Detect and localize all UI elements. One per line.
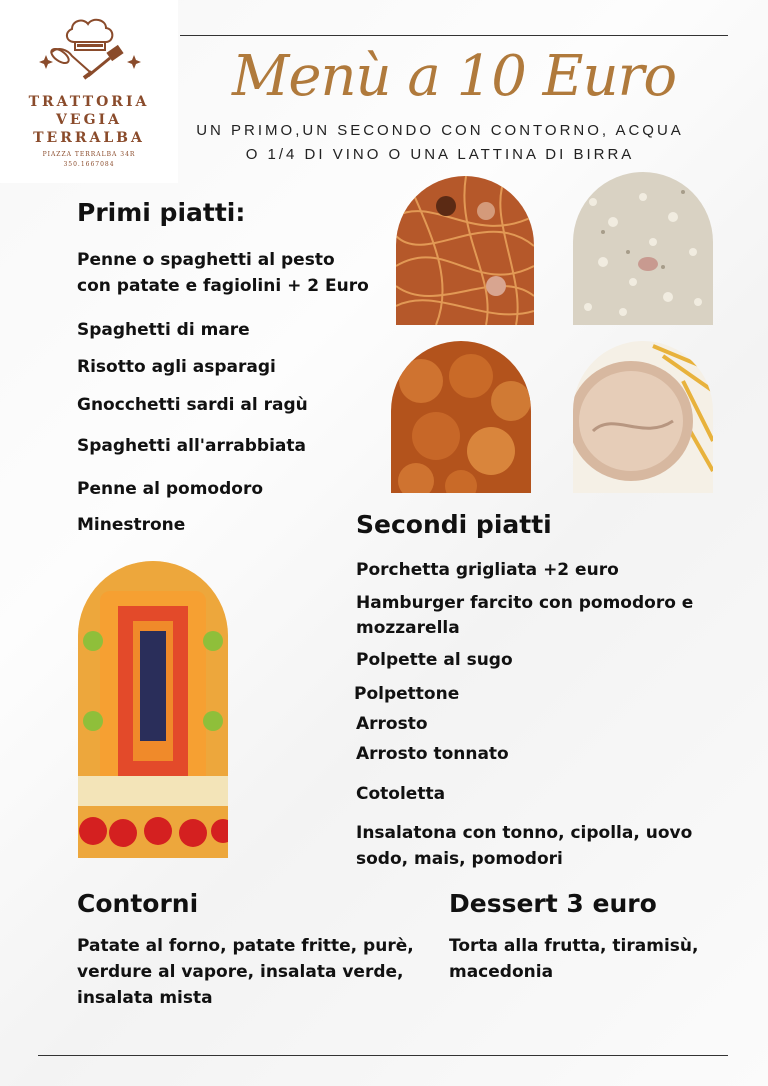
contorni-line: insalata mista	[77, 988, 213, 1008]
restaurant-logo	[0, 0, 178, 183]
fruit-tart-photo	[78, 561, 228, 858]
meatballs-photo	[391, 341, 531, 493]
secondi-item: Arrosto	[356, 714, 428, 734]
secondi-heading: Secondi piatti	[356, 510, 552, 539]
secondi-item: Porchetta grigliata +2 euro	[356, 560, 619, 580]
dessert-heading: Dessert 3 euro	[449, 889, 657, 918]
subtitle-line2: O 1/4 DI VINO O UNA LATTINA DI BIRRA	[245, 146, 635, 163]
top-divider	[180, 35, 728, 36]
primi-item: Spaghetti di mare	[77, 320, 250, 340]
primi-item: Minestrone	[77, 515, 186, 535]
subtitle-line1: UN PRIMO,UN SECONDO CON CONTORNO, ACQUA	[196, 122, 684, 139]
primi-heading: Primi piatti:	[77, 198, 246, 227]
secondi-item: Arrosto tonnato	[356, 744, 509, 764]
pork-chop-photo	[573, 341, 713, 493]
primi-item: Penne o spaghetti al pesto	[77, 250, 335, 270]
contorni-line: verdure al vapore, insalata verde,	[77, 962, 404, 982]
logo-name-line2: VEGIA	[56, 112, 122, 128]
chef-hat-utensils-icon	[38, 12, 142, 86]
dessert-line: macedonia	[449, 962, 554, 982]
bottom-divider	[38, 1055, 728, 1056]
secondi-item: mozzarella	[356, 618, 460, 638]
secondi-item: Hamburger farcito con pomodoro e	[356, 593, 694, 613]
secondi-item: Polpette al sugo	[356, 650, 513, 670]
logo-name-line3: TERRALBA	[33, 130, 145, 146]
contorni-heading: Contorni	[77, 889, 199, 918]
secondi-item: Polpettone	[354, 684, 460, 704]
logo-phone: 350.1667084	[63, 161, 115, 168]
primi-item: Penne al pomodoro	[77, 479, 264, 499]
dessert-line: Torta alla frutta, tiramisù,	[449, 936, 699, 956]
logo-name-line1: TRATTORIA	[28, 94, 150, 110]
spaghetti-photo	[396, 176, 534, 325]
secondi-item: Cotoletta	[356, 784, 446, 804]
logo-address: PIAZZA TERRALBA 34R	[42, 151, 136, 158]
risotto-photo	[573, 172, 713, 325]
secondi-item: Insalatona con tonno, cipolla, uovo	[356, 823, 693, 843]
page-title: Menù a 10 Euro	[232, 44, 677, 109]
secondi-item: sodo, mais, pomodori	[356, 849, 563, 869]
primi-item: con patate e fagiolini + 2 Euro	[77, 276, 369, 296]
contorni-line: Patate al forno, patate fritte, purè,	[77, 936, 414, 956]
primi-item: Gnocchetti sardi al ragù	[77, 395, 308, 415]
primi-item: Spaghetti all'arrabbiata	[77, 436, 306, 456]
primi-item: Risotto agli asparagi	[77, 357, 276, 377]
